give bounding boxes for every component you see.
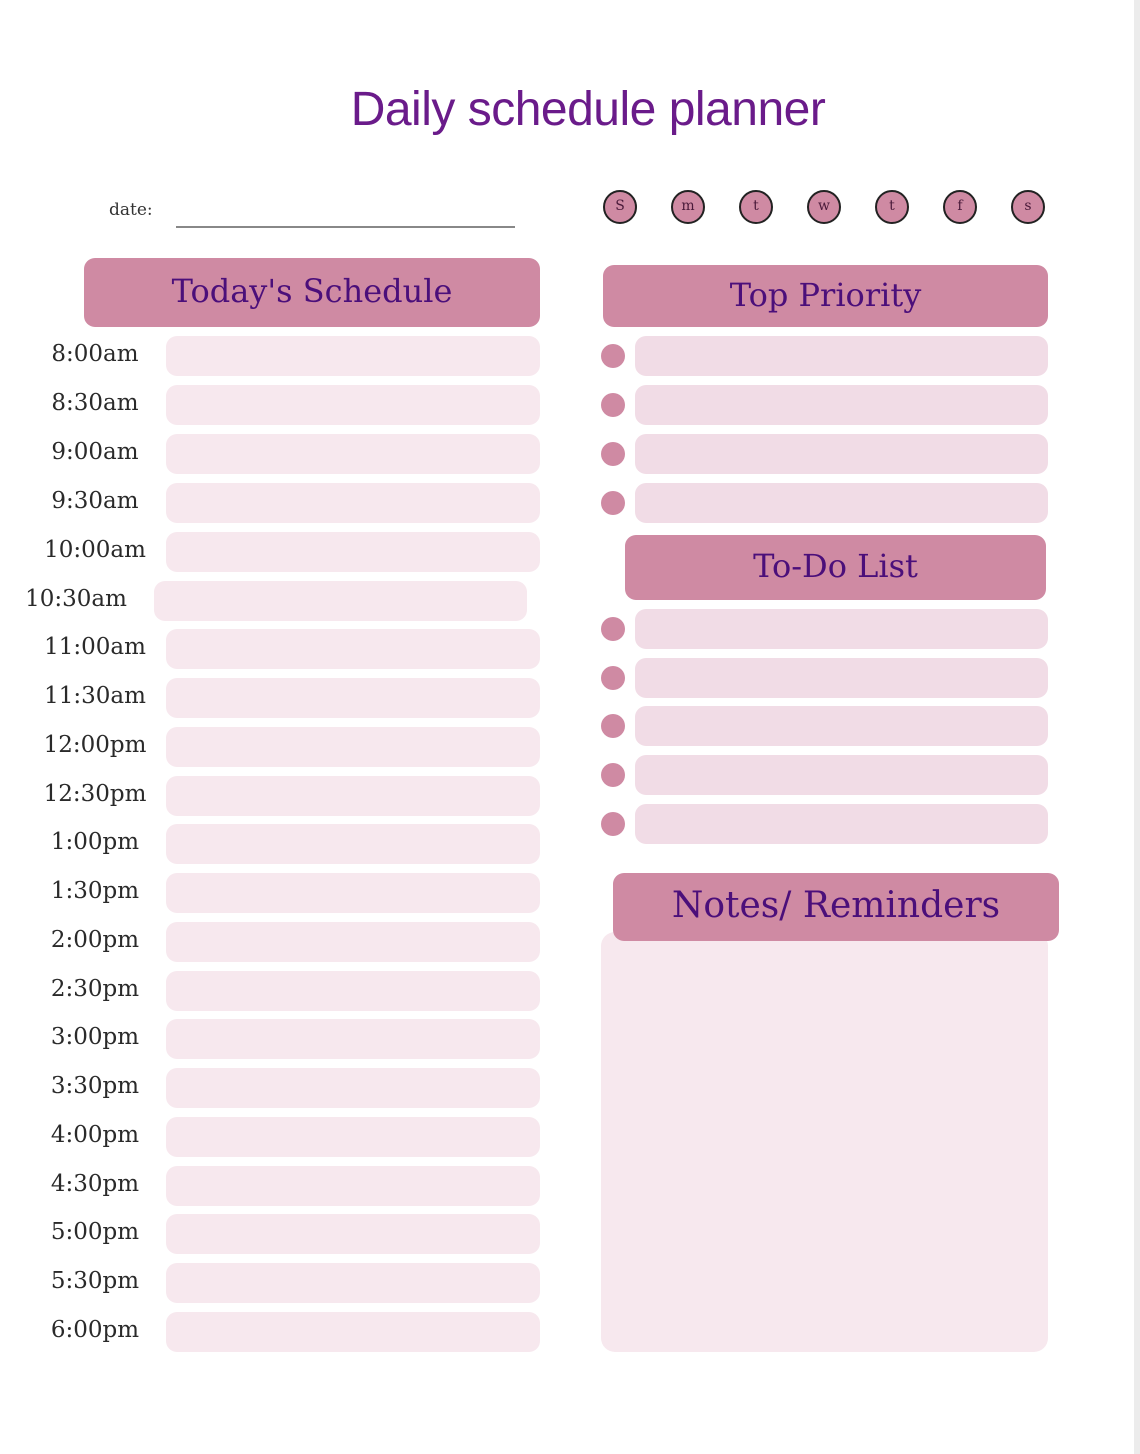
weekday-circle-sat[interactable]: s (1011, 190, 1045, 224)
time-label: 8:00am (51, 341, 139, 367)
top-priority-heading: Top Priority (603, 265, 1048, 327)
bullet-icon (601, 763, 625, 787)
time-label: 6:00pm (50, 1317, 140, 1343)
time-label: 2:00pm (50, 927, 140, 953)
schedule-slot[interactable] (166, 1312, 540, 1352)
priority-line[interactable] (635, 483, 1048, 523)
bullet-icon (601, 491, 625, 515)
bullet-icon (601, 666, 625, 690)
schedule-slot[interactable] (166, 776, 540, 816)
weekday-circle-thu[interactable]: t (875, 190, 909, 224)
bullet-icon (601, 714, 625, 738)
time-label: 3:00pm (50, 1024, 140, 1050)
time-label: 10:00am (44, 537, 146, 563)
time-label: 3:30pm (50, 1073, 140, 1099)
time-label: 12:30pm (43, 781, 147, 807)
weekday-circle-tue[interactable]: t (739, 190, 773, 224)
schedule-slot[interactable] (166, 532, 540, 572)
todo-line[interactable] (635, 609, 1048, 649)
time-label: 4:30pm (50, 1171, 140, 1197)
time-label: 10:30am (25, 586, 127, 612)
schedule-slot[interactable] (154, 581, 527, 621)
bullet-icon (601, 344, 625, 368)
schedule-slot[interactable] (166, 483, 540, 523)
bullet-icon (601, 442, 625, 466)
priority-line[interactable] (635, 434, 1048, 474)
schedule-slot[interactable] (166, 1068, 540, 1108)
schedule-slot[interactable] (166, 1166, 540, 1206)
schedule-slot[interactable] (166, 434, 540, 474)
date-label: date: (109, 200, 153, 220)
notes-area[interactable] (601, 932, 1048, 1352)
schedule-slot[interactable] (166, 629, 540, 669)
bullet-icon (601, 617, 625, 641)
schedule-slot[interactable] (166, 1019, 540, 1059)
todo-line[interactable] (635, 706, 1048, 746)
bullet-icon (601, 812, 625, 836)
weekday-circle-fri[interactable]: f (943, 190, 977, 224)
time-label: 5:00pm (50, 1219, 140, 1245)
todo-heading: To-Do List (625, 535, 1046, 600)
weekday-circle-mon[interactable]: m (671, 190, 705, 224)
time-label: 1:30pm (50, 878, 140, 904)
notes-heading: Notes/ Reminders (613, 873, 1059, 941)
todo-line[interactable] (635, 658, 1048, 698)
schedule-heading: Today's Schedule (84, 258, 540, 327)
time-label: 5:30pm (50, 1268, 140, 1294)
date-input-line[interactable] (176, 226, 515, 228)
schedule-slot[interactable] (166, 385, 540, 425)
weekday-circle-sun[interactable]: S (603, 190, 637, 224)
schedule-slot[interactable] (166, 727, 540, 767)
time-label: 11:00am (44, 634, 146, 660)
todo-line[interactable] (635, 804, 1048, 844)
time-label: 9:00am (51, 439, 139, 465)
time-label: 4:00pm (50, 1122, 140, 1148)
schedule-slot[interactable] (166, 1117, 540, 1157)
page-edge (1134, 0, 1140, 1454)
page-title: Daily schedule planner (350, 83, 826, 136)
priority-line[interactable] (635, 385, 1048, 425)
schedule-slot[interactable] (166, 824, 540, 864)
schedule-slot[interactable] (166, 1214, 540, 1254)
schedule-slot[interactable] (166, 1263, 540, 1303)
time-label: 2:30pm (50, 976, 140, 1002)
weekday-circle-wed[interactable]: w (807, 190, 841, 224)
schedule-slot[interactable] (166, 336, 540, 376)
schedule-slot[interactable] (166, 971, 540, 1011)
schedule-slot[interactable] (166, 678, 540, 718)
time-label: 11:30am (44, 683, 146, 709)
time-label: 8:30am (51, 390, 139, 416)
time-label: 9:30am (51, 488, 139, 514)
time-label: 12:00pm (43, 732, 147, 758)
todo-line[interactable] (635, 755, 1048, 795)
priority-line[interactable] (635, 336, 1048, 376)
schedule-slot[interactable] (166, 873, 540, 913)
time-label: 1:00pm (50, 829, 140, 855)
schedule-slot[interactable] (166, 922, 540, 962)
bullet-icon (601, 393, 625, 417)
